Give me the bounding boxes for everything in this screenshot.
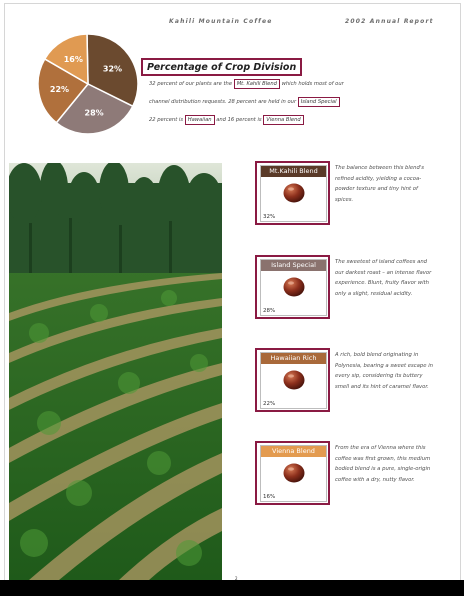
header-company: Kahili Mountain Coffee <box>169 18 273 25</box>
blend-description: The balance between this blend's refined acidity, yielding a cocoa-powder texture and tiny hint of spices. <box>335 165 425 203</box>
coffee-bean-icon <box>282 368 306 392</box>
crop-pie-chart <box>35 31 141 137</box>
blend-name: Vienna Blend <box>261 446 326 457</box>
blend-description: The sweetest of island coffees and our darkest roast – an intense flavor experience. Blunt, fruity flavor with only a slight, residual acidity. <box>335 259 432 297</box>
header-report-title: 2002 Annual Report <box>345 18 434 25</box>
blend-description: From the era of Vienna where this coffee was first grown, this medium bodied blend is a pure, single-origin coffee with a dry, nutty flavor. <box>335 445 431 483</box>
intro-text: channel distribution requests. 28 percent are held in our <box>149 99 297 105</box>
blend-card <box>255 255 330 319</box>
highlight-island-special: Island Special <box>298 97 340 107</box>
blend-card-frame <box>260 259 327 316</box>
intro-text: 32 percent of our plants are the <box>149 81 233 87</box>
report-page <box>4 3 461 581</box>
pie-slice-label: 22% <box>49 85 70 95</box>
page-number: 2 <box>235 576 238 581</box>
intro-line-1 <box>149 81 344 87</box>
intro-line-3 <box>149 117 304 123</box>
intro-text: 22 percent is <box>149 117 184 123</box>
blend-card-frame <box>260 445 327 502</box>
blend-card <box>255 441 330 505</box>
highlight-mt-kahili: Mt. Kahili Blend <box>234 79 280 89</box>
pie-slice-label: 16% <box>63 55 83 65</box>
blend-name: Island Special <box>261 260 326 271</box>
blend-card <box>255 348 330 412</box>
coffee-bean-icon <box>282 181 306 205</box>
intro-line-2 <box>149 99 340 105</box>
blend-card-frame <box>260 352 327 409</box>
blend-name: Hawaiian Rich <box>261 353 326 364</box>
blend-percent: 22% <box>263 401 276 407</box>
intro-text: and 16 percent is <box>216 117 262 123</box>
blend-name: Mt.Kahili Blend <box>261 166 326 177</box>
coffee-bean-icon <box>282 275 306 299</box>
coffee-bean-icon <box>282 461 306 485</box>
intro-text: which holds most of our <box>281 81 344 87</box>
chart-title: Percentage of Crop Division <box>141 58 302 76</box>
highlight-hawaiian: Hawaiian <box>185 115 215 125</box>
blend-description: A rich, bold blend originating in Polynesia, bearing a sweet escape in every sip, considering its buttery smell and its hint of caramel flavor. <box>335 352 434 390</box>
bottom-bar <box>0 580 464 596</box>
blend-card <box>255 161 330 225</box>
blend-percent: 16% <box>263 494 276 500</box>
blend-percent: 28% <box>263 308 276 314</box>
pie-slice-label: 32% <box>102 64 123 74</box>
blend-percent: 32% <box>263 214 276 220</box>
pie-slice-label: 28% <box>84 108 104 118</box>
coffee-plantation-photo <box>9 163 222 580</box>
blend-card-frame <box>260 165 327 222</box>
highlight-vienna: Vienna Blend <box>263 115 303 125</box>
